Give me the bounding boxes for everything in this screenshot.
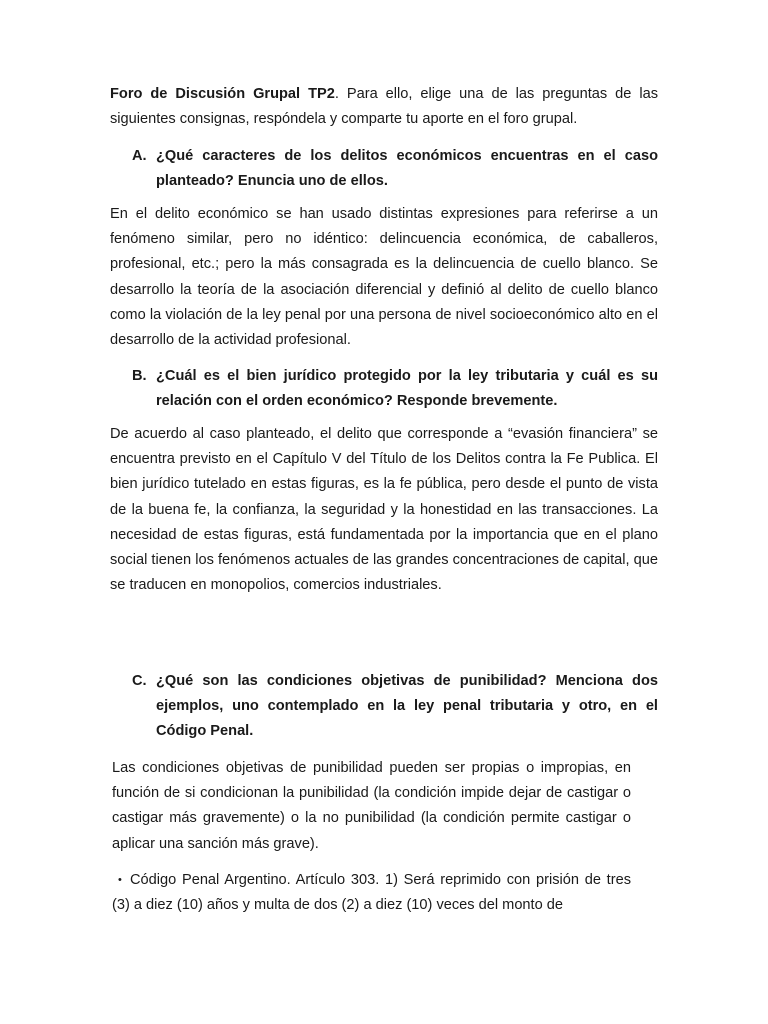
answer-b: De acuerdo al caso planteado, el delito que corresponde a “evasión financiera” se encuentra previsto en el Capítulo V del Título de los Delitos contra la Fe Publica. El bien jurídico tutelado en estas figuras, es la fe pública, pero desde el punto de vista de la buena fe, la confianza, la seguridad y la honestidad en las transacciones. La necesidad de estas figuras, está fundamentada por la importancia que en el plano social tienen los fenómenos actuales de las grandes concentraciones de capital, que se traducen en monopolios, comercios industriales. xyxy=(110,426,658,594)
intro-paragraph xyxy=(110,82,658,132)
intro-title: Foro de Discusión Grupal TP2 xyxy=(110,86,335,102)
question-b-letter: B. xyxy=(132,368,147,384)
question-a-letter: A. xyxy=(132,148,147,164)
question-b xyxy=(110,364,658,414)
intro-text: . Para ello, elige una de las preguntas de las siguientes consignas, respóndela y comparte tu aporte en el foro grupal. xyxy=(110,86,659,128)
question-c-text: ¿Qué son las condiciones objetivas de punibilidad? Menciona dos ejemplos, uno contemplado en la ley penal tributaria y otro, en el Código Penal. xyxy=(156,673,658,740)
question-a xyxy=(110,144,658,194)
question-b-text: ¿Cuál es el bien jurídico protegido por la ley tributaria y cuál es su relación con el orden económico? Responde brevemente. xyxy=(156,368,658,410)
question-c xyxy=(110,669,658,745)
answer-c: Las condiciones objetivas de punibilidad pueden ser propias o impropias, en función de si condicionan la punibilidad (la condición impide dejar de castigar o castigar más gravemente) o la no punibilidad (la condición permite castigar o aplicar una sanción más grave). xyxy=(112,760,631,852)
list-item-text: Código Penal Argentino. Artículo 303. 1) Será reprimido con prisión de tres (3) a diez (10) años y multa de dos (2) a diez (10) veces del monto de xyxy=(112,872,631,914)
question-a-text: ¿Qué caracteres de los delitos económicos encuentras en el caso planteado? Enuncia uno de ellos. xyxy=(156,148,658,190)
list-item xyxy=(112,868,631,918)
bullet-icon: • xyxy=(118,874,122,886)
question-c-letter: C. xyxy=(132,673,147,689)
answer-a: En el delito económico se han usado distintas expresiones para referirse a un fenómeno similar, pero no idéntico: delincuencia económica, de caballeros, profesional, etc.; pero la más consagrada es la delincuencia de cuello blanco. Se desarrollo la teoría de la asociación diferencial y definió al delito de cuello blanco como la violación de la ley penal por una persona de nivel socioeconómico alto en el desarrollo de la actividad profesional. xyxy=(110,206,658,349)
